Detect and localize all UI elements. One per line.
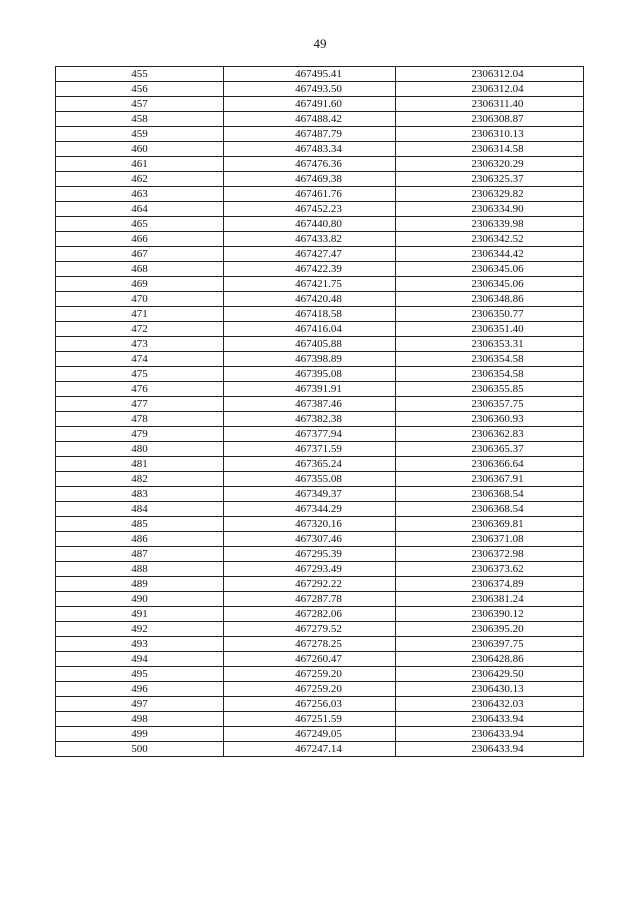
x-coordinate-cell: 467295.39 bbox=[224, 547, 396, 562]
table-row bbox=[56, 412, 584, 427]
table-row bbox=[56, 307, 584, 322]
y-coordinate-cell: 2306357.75 bbox=[396, 397, 584, 412]
table-row bbox=[56, 622, 584, 637]
x-coordinate-cell: 467469.38 bbox=[224, 172, 396, 187]
point-number-cell: 473 bbox=[56, 337, 224, 352]
table-row bbox=[56, 472, 584, 487]
x-coordinate-cell: 467495.41 bbox=[224, 67, 396, 82]
x-coordinate-cell: 467487.79 bbox=[224, 127, 396, 142]
point-number-cell: 488 bbox=[56, 562, 224, 577]
x-coordinate-cell: 467256.03 bbox=[224, 697, 396, 712]
x-coordinate-cell: 467483.34 bbox=[224, 142, 396, 157]
y-coordinate-cell: 2306368.54 bbox=[396, 502, 584, 517]
x-coordinate-cell: 467307.46 bbox=[224, 532, 396, 547]
point-number-cell: 472 bbox=[56, 322, 224, 337]
point-number-cell: 461 bbox=[56, 157, 224, 172]
point-number-cell: 496 bbox=[56, 682, 224, 697]
x-coordinate-cell: 467344.29 bbox=[224, 502, 396, 517]
point-number-cell: 480 bbox=[56, 442, 224, 457]
table-row bbox=[56, 187, 584, 202]
table-row bbox=[56, 202, 584, 217]
table-row bbox=[56, 487, 584, 502]
table-row bbox=[56, 427, 584, 442]
point-number-cell: 481 bbox=[56, 457, 224, 472]
y-coordinate-cell: 2306430.13 bbox=[396, 682, 584, 697]
y-coordinate-cell: 2306360.93 bbox=[396, 412, 584, 427]
y-coordinate-cell: 2306428.86 bbox=[396, 652, 584, 667]
point-number-cell: 460 bbox=[56, 142, 224, 157]
table-row bbox=[56, 67, 584, 82]
table-row bbox=[56, 532, 584, 547]
point-number-cell: 493 bbox=[56, 637, 224, 652]
x-coordinate-cell: 467420.48 bbox=[224, 292, 396, 307]
point-number-cell: 468 bbox=[56, 262, 224, 277]
y-coordinate-cell: 2306312.04 bbox=[396, 67, 584, 82]
point-number-cell: 465 bbox=[56, 217, 224, 232]
y-coordinate-cell: 2306367.91 bbox=[396, 472, 584, 487]
table-row bbox=[56, 367, 584, 382]
point-number-cell: 462 bbox=[56, 172, 224, 187]
point-number-cell: 484 bbox=[56, 502, 224, 517]
table-row bbox=[56, 127, 584, 142]
y-coordinate-cell: 2306362.83 bbox=[396, 427, 584, 442]
y-coordinate-cell: 2306371.08 bbox=[396, 532, 584, 547]
y-coordinate-cell: 2306369.81 bbox=[396, 517, 584, 532]
y-coordinate-cell: 2306348.86 bbox=[396, 292, 584, 307]
table-row bbox=[56, 322, 584, 337]
table-row bbox=[56, 592, 584, 607]
x-coordinate-cell: 467349.37 bbox=[224, 487, 396, 502]
table-row bbox=[56, 742, 584, 757]
x-coordinate-cell: 467293.49 bbox=[224, 562, 396, 577]
x-coordinate-cell: 467365.24 bbox=[224, 457, 396, 472]
y-coordinate-cell: 2306311.40 bbox=[396, 97, 584, 112]
x-coordinate-cell: 467249.05 bbox=[224, 727, 396, 742]
y-coordinate-cell: 2306312.04 bbox=[396, 82, 584, 97]
table-row bbox=[56, 502, 584, 517]
table-row bbox=[56, 112, 584, 127]
x-coordinate-cell: 467493.50 bbox=[224, 82, 396, 97]
point-number-cell: 455 bbox=[56, 67, 224, 82]
table-row bbox=[56, 97, 584, 112]
y-coordinate-cell: 2306433.94 bbox=[396, 727, 584, 742]
table-row bbox=[56, 172, 584, 187]
table-row bbox=[56, 577, 584, 592]
y-coordinate-cell: 2306344.42 bbox=[396, 247, 584, 262]
table-row bbox=[56, 457, 584, 472]
y-coordinate-cell: 2306345.06 bbox=[396, 262, 584, 277]
x-coordinate-cell: 467259.20 bbox=[224, 667, 396, 682]
table-row bbox=[56, 262, 584, 277]
point-number-cell: 466 bbox=[56, 232, 224, 247]
table-row bbox=[56, 637, 584, 652]
table-row bbox=[56, 682, 584, 697]
y-coordinate-cell: 2306342.52 bbox=[396, 232, 584, 247]
x-coordinate-cell: 467488.42 bbox=[224, 112, 396, 127]
point-number-cell: 464 bbox=[56, 202, 224, 217]
point-number-cell: 497 bbox=[56, 697, 224, 712]
y-coordinate-cell: 2306373.62 bbox=[396, 562, 584, 577]
x-coordinate-cell: 467251.59 bbox=[224, 712, 396, 727]
x-coordinate-cell: 467259.20 bbox=[224, 682, 396, 697]
y-coordinate-cell: 2306350.77 bbox=[396, 307, 584, 322]
y-coordinate-cell: 2306334.90 bbox=[396, 202, 584, 217]
table-row bbox=[56, 517, 584, 532]
point-number-cell: 492 bbox=[56, 622, 224, 637]
table-row bbox=[56, 142, 584, 157]
point-number-cell: 476 bbox=[56, 382, 224, 397]
x-coordinate-cell: 467452.23 bbox=[224, 202, 396, 217]
x-coordinate-cell: 467391.91 bbox=[224, 382, 396, 397]
x-coordinate-cell: 467278.25 bbox=[224, 637, 396, 652]
point-number-cell: 458 bbox=[56, 112, 224, 127]
x-coordinate-cell: 467282.06 bbox=[224, 607, 396, 622]
point-number-cell: 483 bbox=[56, 487, 224, 502]
table-row bbox=[56, 607, 584, 622]
x-coordinate-cell: 467395.08 bbox=[224, 367, 396, 382]
y-coordinate-cell: 2306354.58 bbox=[396, 352, 584, 367]
x-coordinate-cell: 467292.22 bbox=[224, 577, 396, 592]
point-number-cell: 477 bbox=[56, 397, 224, 412]
point-number-cell: 490 bbox=[56, 592, 224, 607]
x-coordinate-cell: 467279.52 bbox=[224, 622, 396, 637]
table-row bbox=[56, 337, 584, 352]
x-coordinate-cell: 467287.78 bbox=[224, 592, 396, 607]
page-number: 49 bbox=[313, 36, 327, 51]
x-coordinate-cell: 467416.04 bbox=[224, 322, 396, 337]
table-row bbox=[56, 217, 584, 232]
y-coordinate-cell: 2306366.64 bbox=[396, 457, 584, 472]
y-coordinate-cell: 2306325.37 bbox=[396, 172, 584, 187]
table-row bbox=[56, 397, 584, 412]
point-number-cell: 478 bbox=[56, 412, 224, 427]
x-coordinate-cell: 467405.88 bbox=[224, 337, 396, 352]
table-row bbox=[56, 562, 584, 577]
point-number-cell: 469 bbox=[56, 277, 224, 292]
table-row bbox=[56, 232, 584, 247]
y-coordinate-cell: 2306390.12 bbox=[396, 607, 584, 622]
x-coordinate-cell: 467491.60 bbox=[224, 97, 396, 112]
y-coordinate-cell: 2306372.98 bbox=[396, 547, 584, 562]
x-coordinate-cell: 467421.75 bbox=[224, 277, 396, 292]
x-coordinate-cell: 467382.38 bbox=[224, 412, 396, 427]
point-number-cell: 457 bbox=[56, 97, 224, 112]
x-coordinate-cell: 467387.46 bbox=[224, 397, 396, 412]
point-number-cell: 471 bbox=[56, 307, 224, 322]
y-coordinate-cell: 2306351.40 bbox=[396, 322, 584, 337]
point-number-cell: 479 bbox=[56, 427, 224, 442]
x-coordinate-cell: 467422.39 bbox=[224, 262, 396, 277]
point-number-cell: 467 bbox=[56, 247, 224, 262]
table-row bbox=[56, 652, 584, 667]
x-coordinate-cell: 467320.16 bbox=[224, 517, 396, 532]
x-coordinate-cell: 467247.14 bbox=[224, 742, 396, 757]
table-row bbox=[56, 727, 584, 742]
point-number-cell: 456 bbox=[56, 82, 224, 97]
y-coordinate-cell: 2306354.58 bbox=[396, 367, 584, 382]
table-row bbox=[56, 82, 584, 97]
point-number-cell: 482 bbox=[56, 472, 224, 487]
x-coordinate-cell: 467260.47 bbox=[224, 652, 396, 667]
y-coordinate-cell: 2306320.29 bbox=[396, 157, 584, 172]
point-number-cell: 487 bbox=[56, 547, 224, 562]
point-number-cell: 470 bbox=[56, 292, 224, 307]
x-coordinate-cell: 467377.94 bbox=[224, 427, 396, 442]
y-coordinate-cell: 2306314.58 bbox=[396, 142, 584, 157]
y-coordinate-cell: 2306374.89 bbox=[396, 577, 584, 592]
point-number-cell: 463 bbox=[56, 187, 224, 202]
coordinates-table-body bbox=[56, 67, 584, 757]
y-coordinate-cell: 2306433.94 bbox=[396, 712, 584, 727]
point-number-cell: 491 bbox=[56, 607, 224, 622]
point-number-cell: 498 bbox=[56, 712, 224, 727]
y-coordinate-cell: 2306345.06 bbox=[396, 277, 584, 292]
y-coordinate-cell: 2306368.54 bbox=[396, 487, 584, 502]
y-coordinate-cell: 2306339.98 bbox=[396, 217, 584, 232]
table-row bbox=[56, 442, 584, 457]
table-row bbox=[56, 667, 584, 682]
x-coordinate-cell: 467398.89 bbox=[224, 352, 396, 367]
y-coordinate-cell: 2306397.75 bbox=[396, 637, 584, 652]
point-number-cell: 474 bbox=[56, 352, 224, 367]
point-number-cell: 475 bbox=[56, 367, 224, 382]
y-coordinate-cell: 2306432.03 bbox=[396, 697, 584, 712]
y-coordinate-cell: 2306433.94 bbox=[396, 742, 584, 757]
table-row bbox=[56, 352, 584, 367]
point-number-cell: 459 bbox=[56, 127, 224, 142]
coordinates-table bbox=[55, 66, 584, 757]
point-number-cell: 495 bbox=[56, 667, 224, 682]
table-row bbox=[56, 247, 584, 262]
x-coordinate-cell: 467433.82 bbox=[224, 232, 396, 247]
x-coordinate-cell: 467461.76 bbox=[224, 187, 396, 202]
x-coordinate-cell: 467418.58 bbox=[224, 307, 396, 322]
y-coordinate-cell: 2306395.20 bbox=[396, 622, 584, 637]
point-number-cell: 499 bbox=[56, 727, 224, 742]
point-number-cell: 486 bbox=[56, 532, 224, 547]
point-number-cell: 489 bbox=[56, 577, 224, 592]
y-coordinate-cell: 2306429.50 bbox=[396, 667, 584, 682]
table-row bbox=[56, 277, 584, 292]
x-coordinate-cell: 467427.47 bbox=[224, 247, 396, 262]
point-number-cell: 500 bbox=[56, 742, 224, 757]
x-coordinate-cell: 467355.08 bbox=[224, 472, 396, 487]
point-number-cell: 485 bbox=[56, 517, 224, 532]
table-row bbox=[56, 382, 584, 397]
x-coordinate-cell: 467371.59 bbox=[224, 442, 396, 457]
point-number-cell: 494 bbox=[56, 652, 224, 667]
table-row bbox=[56, 157, 584, 172]
y-coordinate-cell: 2306365.37 bbox=[396, 442, 584, 457]
y-coordinate-cell: 2306355.85 bbox=[396, 382, 584, 397]
table-row bbox=[56, 697, 584, 712]
table-row bbox=[56, 712, 584, 727]
y-coordinate-cell: 2306329.82 bbox=[396, 187, 584, 202]
x-coordinate-cell: 467476.36 bbox=[224, 157, 396, 172]
y-coordinate-cell: 2306310.13 bbox=[396, 127, 584, 142]
x-coordinate-cell: 467440.80 bbox=[224, 217, 396, 232]
table-row bbox=[56, 292, 584, 307]
y-coordinate-cell: 2306353.31 bbox=[396, 337, 584, 352]
y-coordinate-cell: 2306381.24 bbox=[396, 592, 584, 607]
y-coordinate-cell: 2306308.87 bbox=[396, 112, 584, 127]
table-row bbox=[56, 547, 584, 562]
